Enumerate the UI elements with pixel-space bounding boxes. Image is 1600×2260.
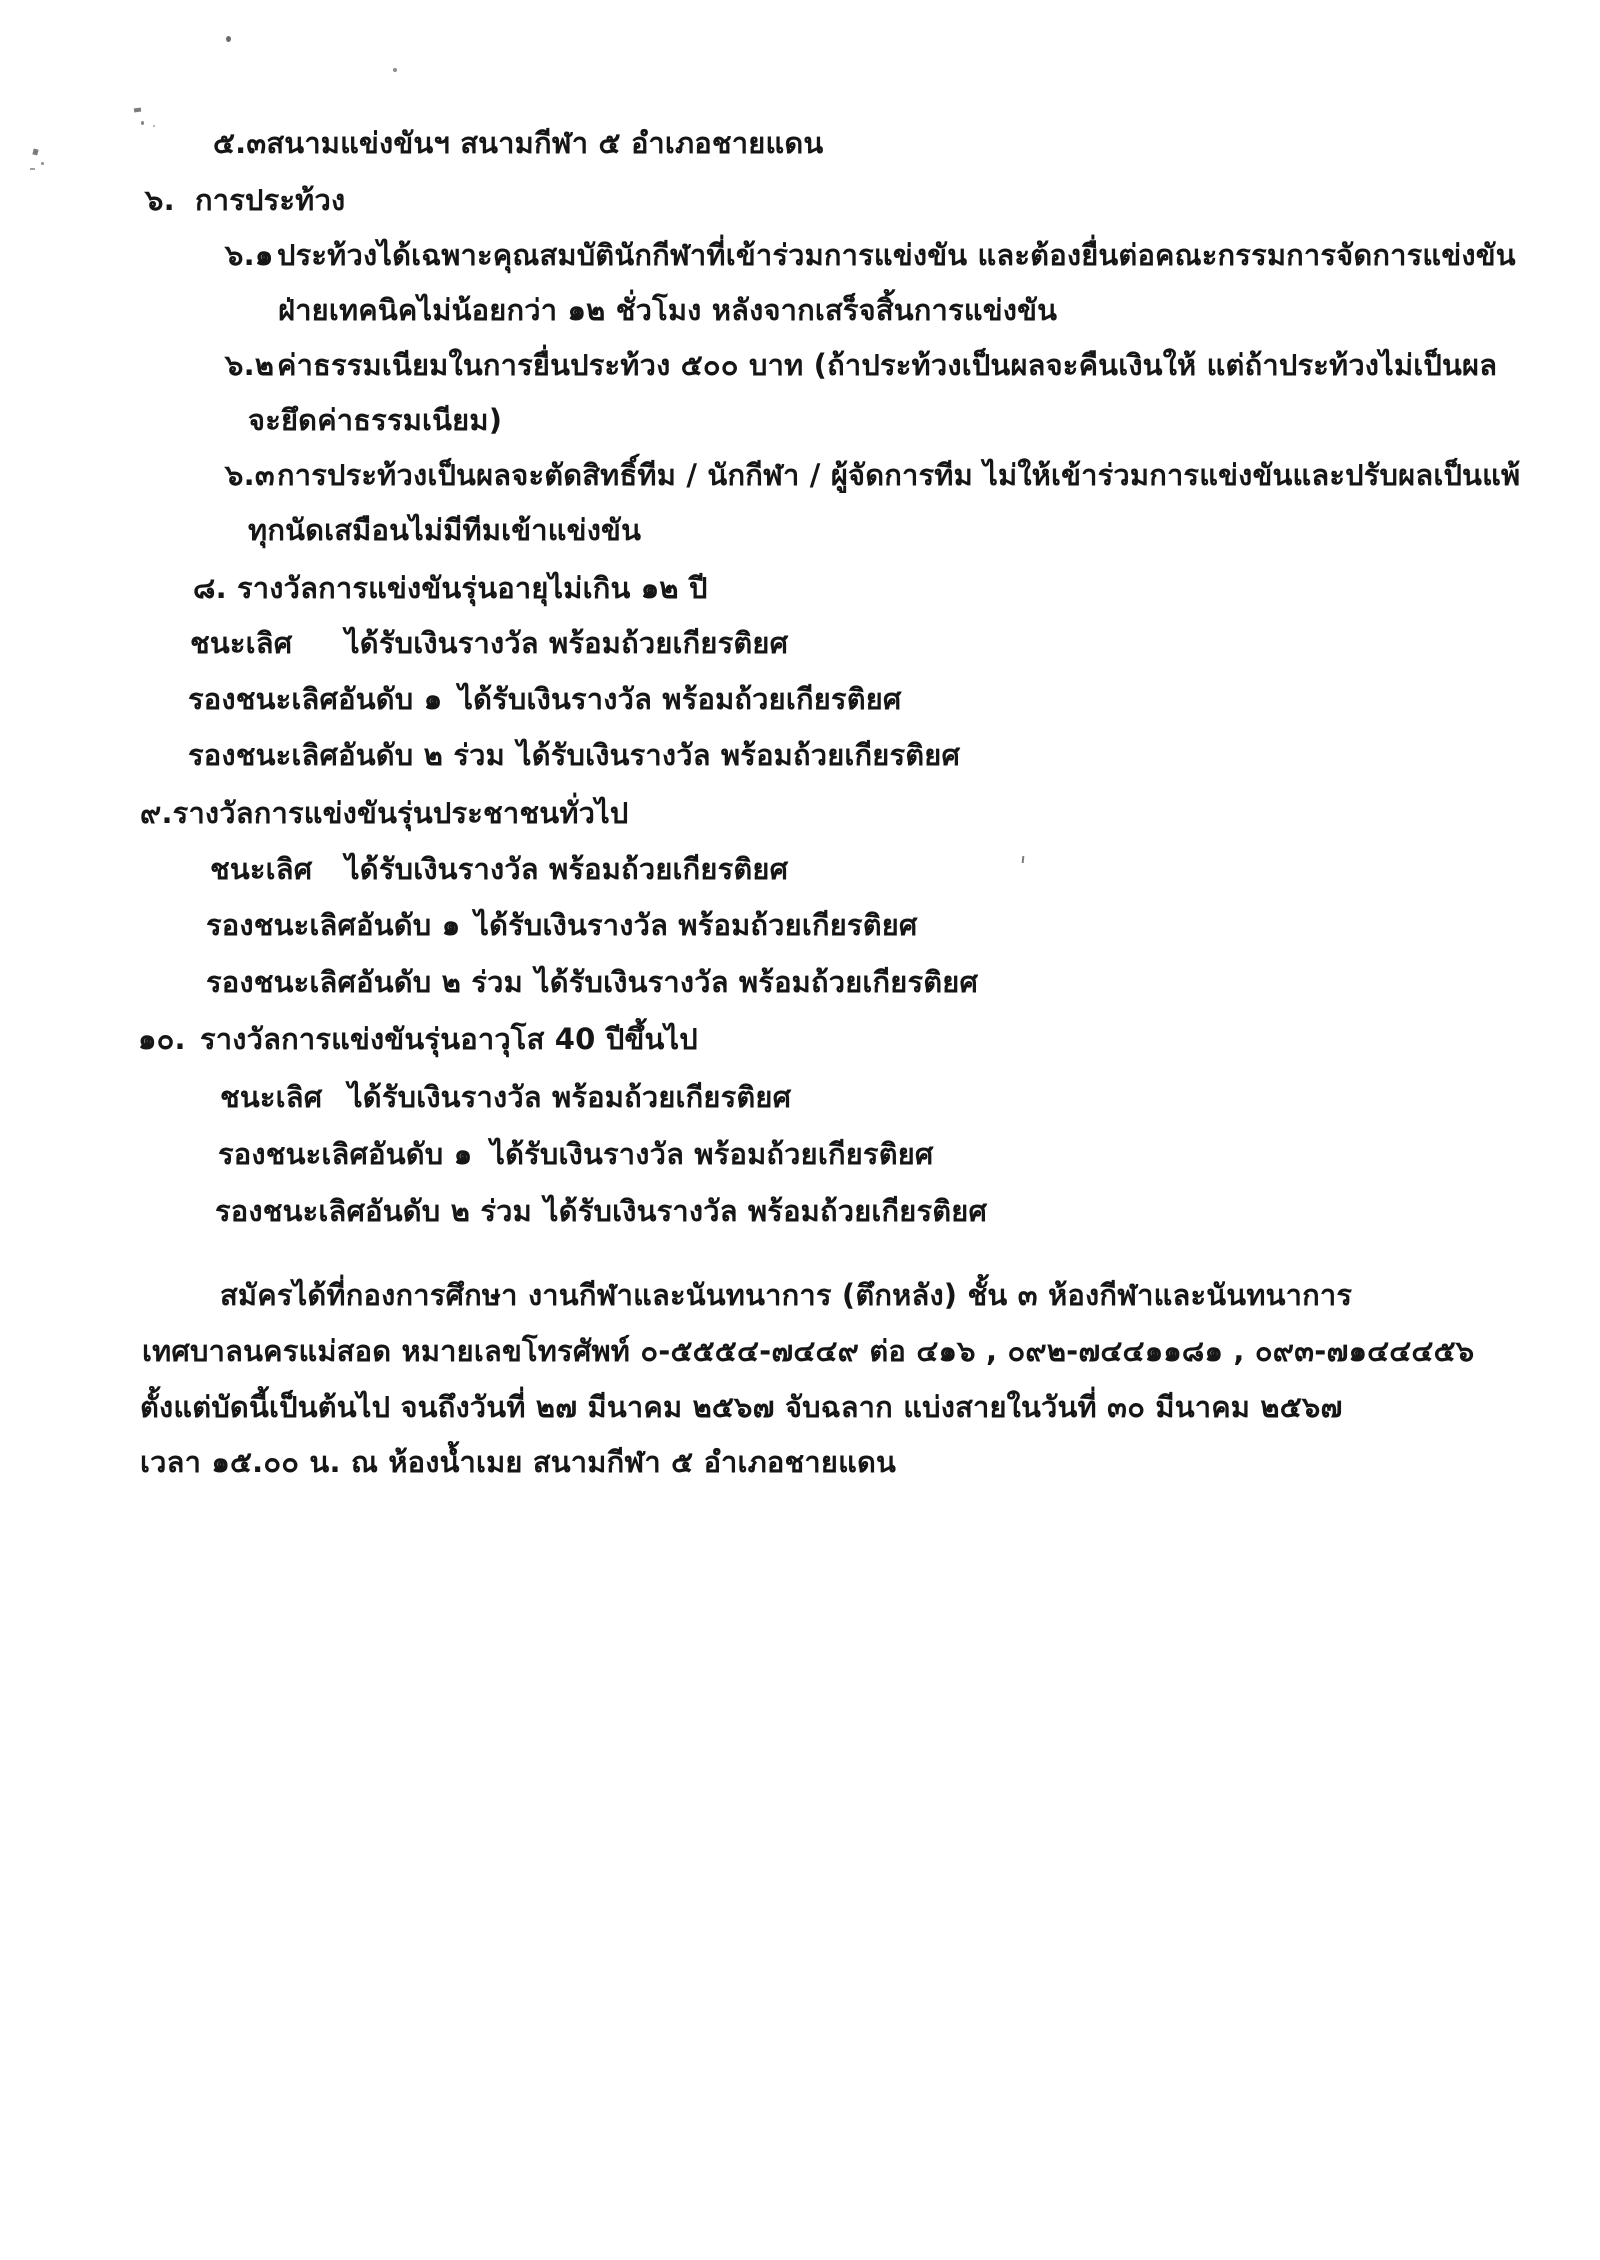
- scan-speck: [1022, 856, 1025, 863]
- prize-rank: รองชนะเลิศอันดับ ๒ ร่วม: [206, 965, 523, 999]
- item-6-3-line2: [248, 513, 641, 547]
- section-9-heading: [140, 796, 629, 830]
- scan-speck: [30, 168, 35, 170]
- prize-row: [190, 626, 788, 660]
- closing-text-4: เวลา ๑๕.๐๐ น. ณ ห้องน้ำเมย สนามกีฬา ๕ อำเภอชายแดน: [140, 1445, 897, 1479]
- prize-rank: ชนะเลิศ: [210, 852, 313, 886]
- prize-rank: รองชนะเลิศอันดับ ๒ ร่วม: [188, 738, 505, 772]
- section-10-title: รางวัลการแข่งขันรุ่นอาวุโส 40 ปีขึ้นไป: [200, 1022, 698, 1056]
- section-6-title: การประท้วง: [195, 183, 346, 217]
- scan-speck: [153, 125, 155, 127]
- scan-speck: [226, 36, 231, 42]
- item-5-3-number: ๕.๓: [213, 126, 267, 160]
- item-6-1-number: ๖.๑: [225, 238, 274, 272]
- item-6-2-line1: [225, 348, 1497, 382]
- prize-value: ได้รับเงินรางวัล พร้อมถ้วยเกียรติยศ: [348, 1080, 792, 1114]
- prize-value: ได้รับเงินรางวัล พร้อมถ้วยเกียรติยศ: [458, 682, 902, 716]
- prize-rank: ชนะเลิศ: [190, 626, 293, 660]
- prize-row: [188, 682, 902, 716]
- item-6-2-text: ค่าธรรมเนียมในการยื่นประท้วง ๕๐๐ บาท (ถ้าประท้วงเป็นผลจะคืนเงินให้ แต่ถ้าประท้วงไม่เป็นผล: [277, 348, 1498, 382]
- closing-text-3: ตั้งแต่บัดนี้เป็นต้นไป จนถึงวันที่ ๒๗ มีนาคม ๒๕๖๗ จับฉลาก แบ่งสายในวันที่ ๓๐ มีนาคม ๒๕๖๗: [140, 1390, 1343, 1424]
- item-6-1-text2: ฝ่ายเทคนิคไม่น้อยกว่า ๑๒ ชั่วโมง หลังจากเสร็จสิ้นการแข่งขัน: [278, 293, 1058, 327]
- section-9-number: ๙.: [140, 796, 173, 830]
- scan-speck: [32, 148, 38, 155]
- item-6-1-line1: [225, 238, 1516, 272]
- prize-row: [206, 965, 978, 999]
- scan-speck: [134, 108, 141, 113]
- prize-row: [206, 908, 918, 942]
- prize-value: ได้รับเงินรางวัล พร้อมถ้วยเกียรติยศ: [474, 908, 918, 942]
- section-9-title: รางวัลการแข่งขันรุ่นประชาชนทั่วไป: [172, 796, 629, 830]
- closing-text-2: เทศบาลนครแม่สอด หมายเลขโทรศัพท์ ๐-๕๕๕๔-๗๔๔๙ ต่อ ๔๑๖ , ๐๙๒-๗๔๔๑๑๘๑ , ๐๙๓-๗๑๔๔๔๕๖: [142, 1334, 1475, 1368]
- prize-row: [210, 852, 788, 886]
- item-6-3-text: การประท้วงเป็นผลจะตัดสิทธิ์ทีม / นักกีฬา / ผู้จัดการทีม ไม่ให้เข้าร่วมการแข่งขันและปรับผลเป็นแพ้: [277, 458, 1521, 492]
- item-5-3: [213, 126, 823, 160]
- prize-value: ได้รับเงินรางวัล พร้อมถ้วยเกียรติยศ: [490, 1137, 934, 1171]
- section-6-number: ๖.: [145, 183, 175, 217]
- closing-text-1: สมัครได้ที่กองการศึกษา งานกีฬาและนันทนาการ (ตึกหลัง) ชั้น ๓ ห้องกีฬาและนันทนาการ: [220, 1278, 1353, 1312]
- item-6-1-line2: [278, 293, 1057, 327]
- section-8-title: รางวัลการแข่งขันรุ่นอายุไม่เกิน ๑๒ ปี: [237, 571, 708, 605]
- closing-line-3: [140, 1390, 1343, 1424]
- item-6-2-number: ๖.๒: [225, 348, 275, 382]
- prize-value: ได้รับเงินรางวัล พร้อมถ้วยเกียรติยศ: [543, 1194, 988, 1228]
- prize-value: ได้รับเงินรางวัล พร้อมถ้วยเกียรติยศ: [345, 852, 789, 886]
- prize-value: ได้รับเงินรางวัล พร้อมถ้วยเกียรติยศ: [516, 738, 961, 772]
- prize-value: ได้รับเงินรางวัล พร้อมถ้วยเกียรติยศ: [345, 626, 789, 660]
- item-6-3-text2: ทุกนัดเสมือนไม่มีทีมเข้าแข่งขัน: [248, 513, 642, 547]
- prize-row: [215, 1194, 987, 1228]
- section-6-heading: [145, 183, 345, 217]
- item-6-3-number: ๖.๓: [225, 458, 275, 492]
- prize-rank: รองชนะเลิศอันดับ ๑: [218, 1137, 473, 1171]
- section-10-heading: [138, 1022, 698, 1056]
- section-8-heading: [193, 571, 708, 605]
- prize-row: [218, 1137, 934, 1171]
- prize-row: [220, 1080, 791, 1114]
- closing-line-4: [140, 1445, 896, 1479]
- item-6-2-line2: [248, 403, 502, 437]
- closing-line-2: [142, 1334, 1474, 1368]
- scan-speck: [141, 121, 144, 125]
- prize-rank: รองชนะเลิศอันดับ ๒ ร่วม: [215, 1194, 532, 1228]
- section-8-number: ๘.: [193, 571, 227, 605]
- prize-rank: ชนะเลิศ: [220, 1080, 323, 1114]
- section-10-number: ๑๐.: [138, 1022, 186, 1056]
- prize-rank: รองชนะเลิศอันดับ ๑: [188, 682, 443, 716]
- closing-line-1: [220, 1278, 1352, 1312]
- prize-row: [188, 738, 960, 772]
- item-6-1-text: ประท้วงได้เฉพาะคุณสมบัตินักกีฬาที่เข้าร่วมการแข่งขัน และต้องยื่นต่อคณะกรรมการจัดการแข่งขัน: [277, 238, 1516, 272]
- prize-rank: รองชนะเลิศอันดับ ๑: [206, 908, 461, 942]
- scan-speck: [393, 68, 397, 72]
- item-5-3-text: สนามแข่งขันฯ สนามกีฬา ๕ อำเภอชายแดน: [266, 126, 824, 160]
- item-6-2-text2: จะยึดค่าธรรมเนียม): [248, 403, 503, 437]
- prize-value: ได้รับเงินรางวัล พร้อมถ้วยเกียรติยศ: [534, 965, 979, 999]
- scan-speck: [41, 162, 44, 165]
- item-6-3-line1: [225, 458, 1520, 492]
